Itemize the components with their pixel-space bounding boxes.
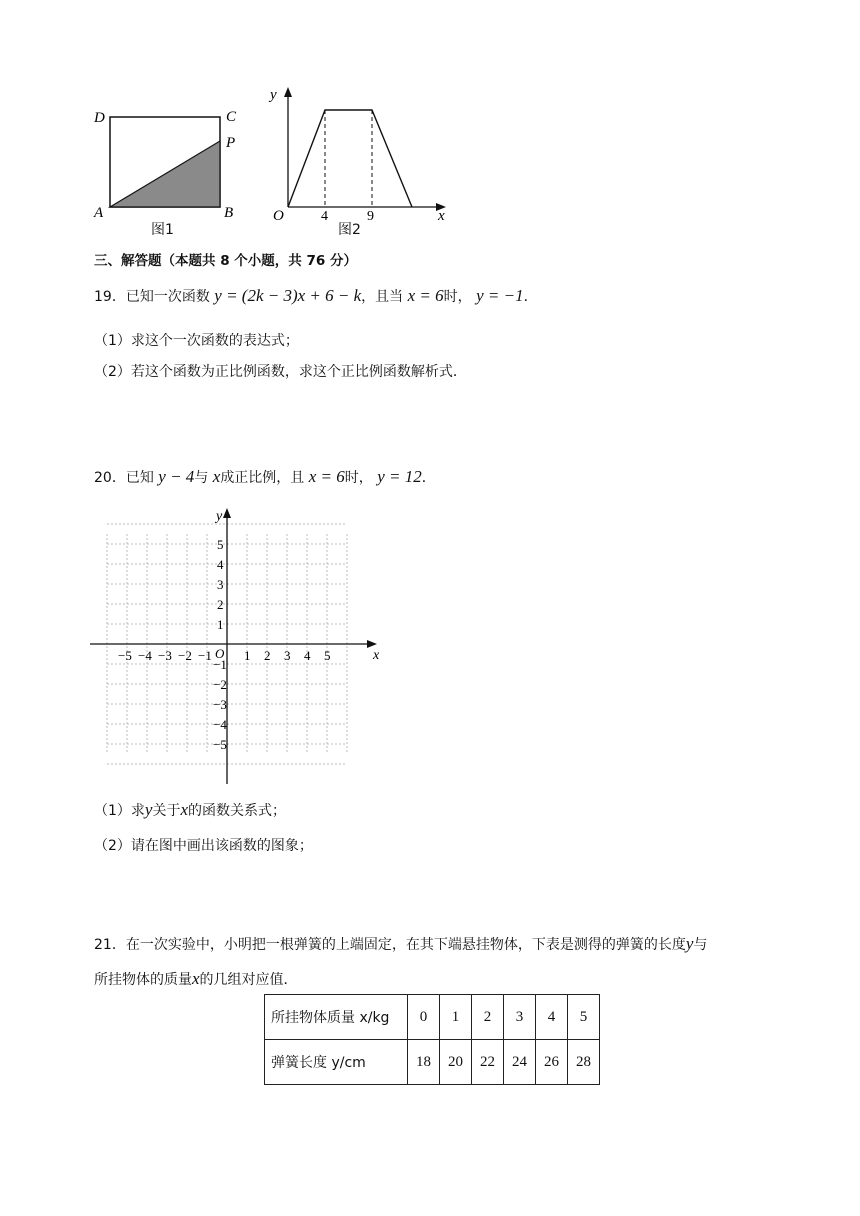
q19-part2: （2）若这个函数为正比例函数，求这个正比例函数解析式． — [94, 364, 467, 380]
y-tick-label: −3 — [213, 697, 227, 712]
y-tick-label: −4 — [213, 717, 227, 732]
x-tick-label: −1 — [198, 648, 212, 663]
x-tick-label: −4 — [138, 648, 152, 663]
x-tick-label: 1 — [244, 648, 251, 663]
y-axis-label: y — [216, 509, 223, 524]
y-tick-label: −5 — [213, 737, 227, 752]
x-axis-label: x — [438, 208, 445, 224]
y-tick-label: 3 — [217, 577, 224, 592]
y-tick-label: 1 — [217, 617, 224, 632]
table-cell: 26 — [536, 1040, 568, 1085]
y-tick-label: −2 — [213, 677, 227, 692]
question-21-line1: 21．在一次实验中，小明把一根弹簧的上端固定，在其下端悬挂物体，下表是测得的弹簧的长度y与 — [94, 934, 708, 953]
figure-1-caption: 图1 — [151, 222, 174, 238]
y-tick-label: −1 — [213, 657, 227, 672]
question-19: 19．已知一次函数 y = (2k − 3)x + 6 − k，且当 x = 6时， y = −1． — [94, 286, 538, 305]
vertex-p: P — [226, 135, 236, 151]
y-tick-label: 2 — [217, 597, 224, 612]
table-cell: 28 — [568, 1040, 600, 1085]
vertex-a: A — [94, 205, 104, 221]
shaded-triangle — [110, 141, 220, 207]
vertex-c: C — [226, 109, 237, 125]
x-tick-label: −2 — [178, 648, 192, 663]
q19-number: 19． — [94, 289, 126, 305]
q20-expr: y − 4 — [158, 467, 195, 486]
table-cell: 4 — [536, 995, 568, 1040]
y-tick-label: 4 — [217, 557, 224, 572]
q19-cond-y: y = −1 — [476, 286, 524, 305]
tick-9: 9 — [367, 209, 374, 224]
table-cell: 18 — [408, 1040, 440, 1085]
table-cell: 20 — [440, 1040, 472, 1085]
row1-header: 所挂物体质量 x/kg — [265, 995, 408, 1040]
section-title: 三、解答题（本题共 8 个小题，共 76 分） — [94, 253, 357, 269]
table-cell: 24 — [504, 1040, 536, 1085]
x-tick-label: 2 — [264, 648, 271, 663]
table-cell: 22 — [472, 1040, 504, 1085]
q21-number: 21． — [94, 937, 126, 953]
x-axis-label: x — [373, 648, 380, 663]
tick-4: 4 — [321, 209, 328, 224]
q19-cond-x: x = 6 — [407, 286, 444, 305]
coordinate-grid — [90, 500, 390, 790]
x-axis-arrow — [367, 640, 377, 648]
q20-part1: （1）求y关于x的函数关系式； — [94, 800, 287, 819]
table-cell: 3 — [504, 995, 536, 1040]
q20-part2: （2）请在图中画出该函数的图象； — [94, 838, 313, 854]
q19-part1: （1）求这个一次函数的表达式； — [94, 333, 299, 349]
table-cell: 5 — [568, 995, 600, 1040]
table-row — [265, 1040, 600, 1085]
question-20: 20．已知 y − 4与 x成正比例，且 x = 6时， y = 12． — [94, 467, 436, 486]
y-axis-arrow — [223, 508, 231, 518]
q20-number: 20． — [94, 470, 126, 486]
vertex-d: D — [94, 110, 105, 126]
figure-2 — [262, 80, 462, 225]
x-tick-label: 5 — [324, 648, 331, 663]
y-tick-label: 5 — [217, 537, 224, 552]
origin-label: O — [273, 208, 284, 224]
vertex-b: B — [224, 205, 234, 221]
question-21-line2: 所挂物体的质量x的几组对应值． — [94, 969, 298, 988]
q20-var-x: x — [212, 467, 221, 486]
table-cell: 2 — [472, 995, 504, 1040]
figure-2-caption: 图2 — [338, 222, 361, 238]
table-cell: 0 — [408, 995, 440, 1040]
spring-data-table — [264, 994, 600, 1085]
table-cell: 1 — [440, 995, 472, 1040]
x-tick-label: 3 — [284, 648, 291, 663]
q19-formula: y = (2k − 3)x + 6 − k — [214, 286, 362, 305]
q20-cond-x: x = 6 — [308, 467, 345, 486]
row2-header: 弹簧长度 y/cm — [265, 1040, 408, 1085]
y-axis-label: y — [270, 87, 277, 103]
function-graph — [288, 110, 412, 207]
x-tick-label: 4 — [304, 648, 311, 663]
origin-label: O — [215, 646, 225, 661]
x-tick-label: −3 — [158, 648, 172, 663]
table-row — [265, 995, 600, 1040]
x-tick-label: −5 — [118, 648, 132, 663]
q20-cond-y: y = 12 — [377, 467, 422, 486]
